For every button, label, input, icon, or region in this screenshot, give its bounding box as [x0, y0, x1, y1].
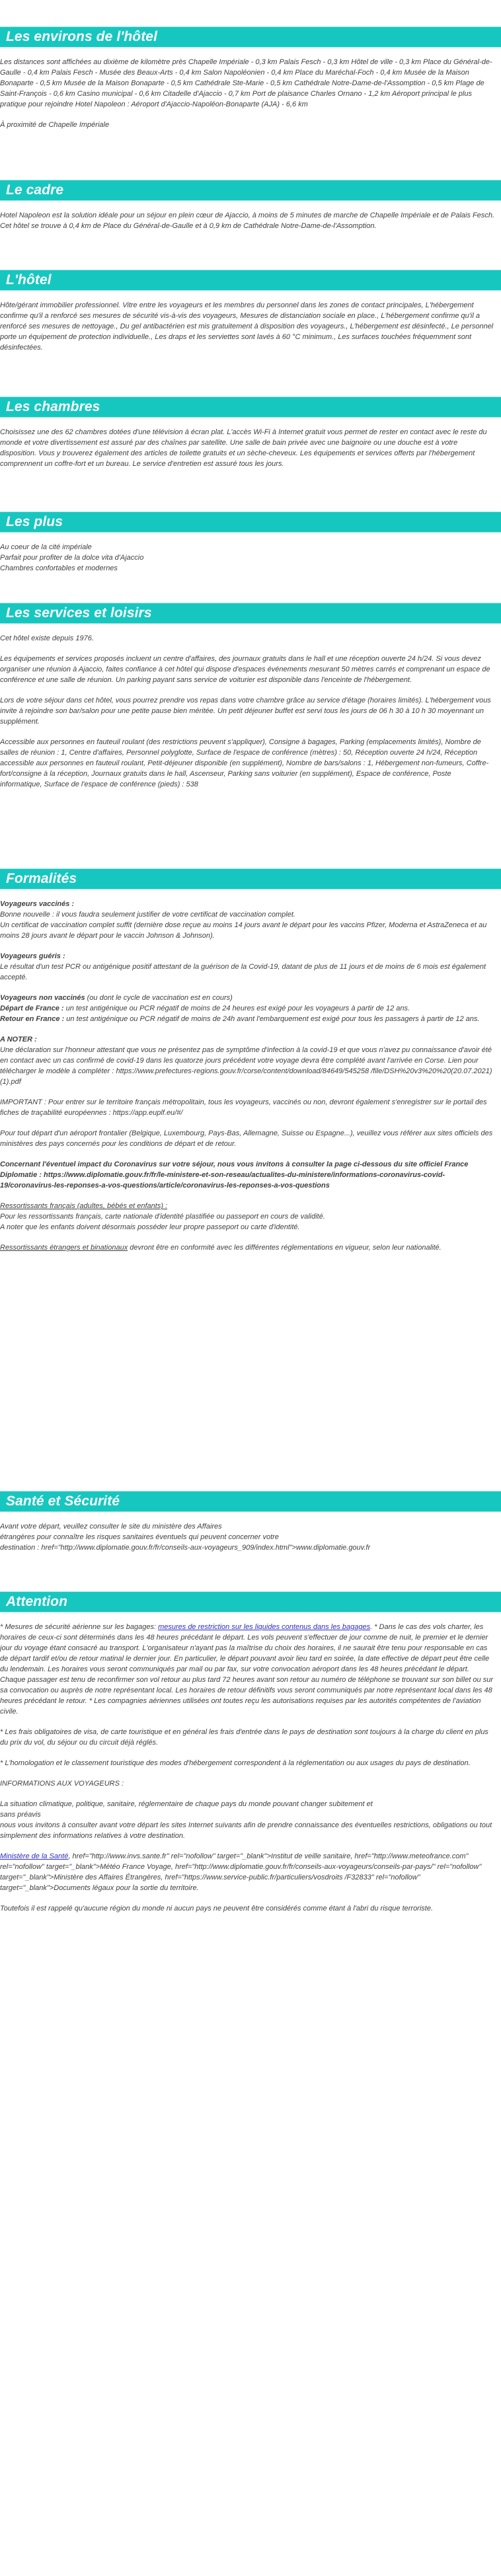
sante-line: étrangères pour connaître les risques sanitaires éventuels qui peuvent concerner votre — [0, 1533, 279, 1541]
formalites-note — [0, 1034, 494, 1087]
section-body-formalites — [0, 890, 501, 1253]
section-cadre — [0, 180, 501, 241]
health-ministry-link[interactable]: Ministère de la Santé — [0, 1852, 69, 1860]
section-title-chambres: Les chambres — [0, 397, 501, 418]
section-attention — [0, 1591, 501, 1924]
unvaccinated-heading: Voyageurs non vaccinés — [0, 994, 85, 1002]
formalites-unvaccinated — [0, 993, 494, 1024]
services-dining: Lors de votre séjour dans cet hôtel, vous pourrez prendre vos repas dans votre chambre grâce au service d'étage (horaires limités). L'hébergement vous invite à rejoindre son bar/salon pour une petite pause bien méritée. Un petit déjeuner buffet est servi tous les jours de 06 h 30 à 10 h 30 moyennant un supplément. — [0, 697, 491, 726]
french-nationals-line-1: Pour les ressortissants français, carte nationale d'identité plastifiée ou passeport en cours de validité. — [0, 1213, 325, 1221]
cadre-text: Hotel Napoleon est la solution idéale pour un séjour en plein cœur de Ajaccio, à moins de 5 minutes de marche de Chapelle Impériale et de Palais Fesch. Cet hôtel se trouve à 0,4 km de Place du Général-de-Gaulle et à 0,9 km de Cathédrale Notre-Dame-de-l'Assomption. — [0, 211, 495, 230]
environs-distances: Les distances sont affichées au dixième de kilomètre près Chapelle Impériale - 0,3 km Palais Fesch - 0,3 km Hôtel de ville - 0,3 km Place du Général-de-Gaulle - 0,4 km Palais Fesch - Musée des Beaux-Arts - 0,4 km Salon Napoléonien - 0,4 km Place du Maréchal-Foch - 0,4 km Musée de la Maison Bonaparte - 0,5 km Musée de la Maison Bonaparte - 0,5 km Cathédrale Ste-Marie - 0,5 km Cathédrale Notre-Dame-de-l'Assomption - 0,5 km Plage de Saint-François - 0,6 km Casino municipal - 0,6 km Citadelle d'Ajaccio - 0,7 km Port de plaisance Charles Ornano - 1,2 km Aéroport principal le plus pratique pour rejoindre Hotel Napoleon : Aéroport d'Ajaccio-Napoléon-Bonaparte (AJA) - 6,6 km — [0, 58, 492, 108]
section-body-services — [0, 624, 501, 790]
departure-text: un test antigénique ou PCR négatif de moins de 24 heures est exigé pour les voyageurs à partir de 12 ans. — [63, 1004, 410, 1012]
section-environs — [0, 26, 501, 140]
formalites-important: IMPORTANT : Pour entrer sur le territoire français métropolitain, tous les voyageurs, vaccinés ou non, devront également s'enregistrer sur le portail des fiches de traçabilité européennes : https://app.euplf.eu/#/ — [0, 1098, 487, 1117]
section-services — [0, 603, 501, 800]
sante-line: destination : href="http://www.diplomatie.gouv.fr/fr/conseils-aux-voyageurs_909/index.html">www.diplomatie.gouv.fr — [0, 1544, 371, 1552]
plus-item: Chambres confortables et modernes — [0, 564, 118, 572]
plus-item: Parfait pour profiter de la dolce vita d'Ajaccio — [0, 554, 144, 562]
situation-line-1: La situation climatique, politique, sanitaire, réglementaire de chaque pays du monde pouvant changer subitement et — [0, 1800, 373, 1808]
attention-links-text: , href="http://www.invs.sante.fr" rel="nofollow" target="_blank">Institut de veille sanitaire, href="http://www.meteofrance.com" rel="nofollow" target="_blank">Météo France Voyage, href="http://www.diplomatie.gouv.fr/fr/conseils-aux-voyageurs/conseils-par-pays/" rel="nofollow" target="_blank">Ministère des Affaires Étrangères, href="https://www.service-public.fr/particuliers/vosdroits /F32833" rel="nofollow" target="_blank">Documents légaux pour la sortie du territoire. — [0, 1852, 482, 1892]
section-body-environs — [0, 48, 501, 130]
services-business: Les équipements et services proposés incluent un centre d'affaires, des journaux gratuits dans le hall et une réception ouverte 24 h/24. Si vous devez organiser une réunion à Ajaccio, faites confiance à cet hôtel qui dispose d'espaces événements mesurant 50 mètres carrés et comprenant un espace de conférence et une salle de réunion. Un parking payant sans service de voiturier est disponible dans l'enceinte de l'hébergement. — [0, 655, 490, 684]
vaccinated-line-1: Bonne nouvelle : il vous faudra seulement justifier de votre certificat de vaccination complet. — [0, 911, 295, 919]
chambres-text: Choisissez une des 62 chambres dotées d'une télévision à écran plat. L'accès Wi-Fi à Internet gratuit vous permet de rester en contact avec le reste du monde et votre divertissement est assuré par des chaînes par satellite. Une salle de bain privée avec une baignoire ou une douche est à votre disposition. Vous y trouverez également des articles de toilette gratuits et un sèche-cheveux. Les équipements et services offerts par l'hébergement comprennent un coffre-fort et un bureau. Le service d'entretien est assuré tous les jours. — [0, 428, 487, 468]
hotel-text: Hôte/gérant immobilier professionnel. Vitre entre les voyageurs et les membres du personnel dans les zones de contact principales, L'hébergement confirme qu'il a renforcé ses mesures de sécurité vis-à-vis des voyageurs, Mesures de distanciation sociale en place., L'hébergement confirme qu'il a renforcé ses mesures de nettoyage., Du gel antibactérien est mis gratuitement à disposition des voyageurs., L'hébergement est désinfecté., Le personnel porte un équipement de protection individuelle., Les draps et les serviettes sont lavés à 60 °C minimum., Les surfaces touchées fréquemment sont désinfectées. — [0, 301, 494, 352]
recovered-heading: Voyageurs guéris : — [0, 952, 65, 960]
services-amenities: Accessible aux personnes en fauteuil roulant (des restrictions peuvent s'appliquer), Consigne à bagages, Parking (emplacements limités), Nombre de salles de réunion : 1, Centre d'affaires, Personnel polyglotte, Surface de l'espace de conférence (mètres) : 50, Réception ouverte 24 h/24, Réception accessible aux personnes en fauteuil roulant, Petit-déjeuner disponible (en supplément), Nombre de bars/salons : 1, Hébergement non-fumeurs, Coffre-fort/consigne à la réception, Journaux gratuits dans le hall, Ascenseur, Parking sans voiturier (en supplément), Espace de conférence, Poste informatique, Surface de l'espace de conférence (pieds) : 538 — [0, 738, 489, 788]
attention-terrorism: Toutefois il est rappelé qu'aucune région du monde ni aucun pays ne peuvent être considérés comme étant à l'abri du risque terroriste. — [0, 1905, 434, 1913]
section-body-hotel — [0, 291, 501, 353]
note-heading: A NOTER : — [0, 1036, 37, 1043]
section-body-attention — [0, 1612, 501, 1914]
section-title-sante: Santé et Sécurité — [0, 1491, 501, 1512]
plus-item: Au coeur de la cité impériale — [0, 543, 92, 551]
sante-line: Avant votre départ, veuillez consulter le site du ministère des Affaires — [0, 1523, 222, 1531]
section-title-hotel: L'hôtel — [0, 270, 501, 291]
return-text: un test antigénique ou PCR négatif de moins de 24h avant l'embarquement est exigé pour tous les passagers à partir de 12 ans. — [64, 1015, 480, 1023]
french-nationals-heading: Ressortissants français (adultes, bébés et enfants) : — [0, 1202, 168, 1210]
note-text: Une déclaration sur l'honneur attestant que vous ne présentez pas de symptôme d'infection à la covid-19 et que vous n'avez pu connaissance d'avoir été en contact avec un cas confirmé de covid-19 dans les quatorze jours précédent votre voyage devra être complété avant l'arrivée en Corse. Lien pour télécharger le modèle à compléter : https://www.prefectures-regions.gouv.fr/corse/content/download/84649/545258 /file/DSH%20v3%20%20(20.07.2021)(1).pdf — [0, 1046, 492, 1086]
attention-links — [0, 1851, 494, 1893]
section-body-plus — [0, 533, 501, 574]
departure-label: Départ de France : — [0, 1004, 64, 1012]
section-chambres — [0, 397, 501, 479]
attention-flights — [0, 1622, 494, 1717]
attention-visa-fees: * Les frais obligatoires de visa, de carte touristique et en général les frais d'entrée dans le pays de destination sont toujours à la charge du client en plus du prix du vol, du séjour ou du circuit déjà réglés. — [0, 1728, 488, 1747]
section-body-sante — [0, 1512, 501, 1553]
formalites-foreign-nationals — [0, 1242, 494, 1253]
attention-situation — [0, 1799, 494, 1841]
section-body-cadre — [0, 201, 501, 231]
section-title-plus: Les plus — [0, 511, 501, 533]
formalites-coronavirus: Concernant l'éventuel impact du Coronavirus sur votre séjour, nous vous invitons à consulter la page ci-dessous du site officiel France Diplomatie : https://www.diplomatie.gouv.fr/fr/le-ministere-et-son-reseau/actualites-du-ministere/informations-coronavirus-covid-19/coronavirus-les-reponses-a-vos-questions/article/coronavirus-les-reponses-a-vos-questions — [0, 1160, 469, 1190]
section-plus — [0, 511, 501, 574]
situation-line-2: sans préavis — [0, 1811, 41, 1819]
french-nationals-line-2: A noter que les enfants doivent désormais posséder leur propre passeport ou carte d'identité. — [0, 1223, 300, 1231]
section-title-formalites: Formalités — [0, 868, 501, 890]
unvaccinated-heading-note: (ou dont le cycle de vaccination est en cours) — [85, 994, 233, 1002]
environs-proximity: À proximité de Chapelle Impériale — [0, 121, 110, 129]
foreign-nationals-text: devront être en conformité avec les différentes réglementations en vigueur, selon leur nationalité. — [128, 1244, 442, 1252]
vaccinated-heading: Voyageurs vaccinés : — [0, 900, 75, 908]
formalites-frontier: Pour tout départ d'un aéroport frontalier (Belgique, Luxembourg, Pays-Bas, Allemagne, Suisse ou Espagne...), veuillez vous référer aux sites officiels des ministères des pays concernés pour les conditions de départ et de retour. — [0, 1129, 493, 1148]
situation-line-3: nous vous invitons à consulter avant votre départ les sites Internet suivants afin de prendre connaissance des éventuelles restrictions, obligations ou tout simplement des informations relatives à votre destination. — [0, 1821, 492, 1840]
formalites-french-nationals — [0, 1201, 494, 1232]
section-formalites — [0, 868, 501, 1263]
section-body-chambres — [0, 418, 501, 469]
section-hotel — [0, 270, 501, 363]
section-sante — [0, 1491, 501, 1553]
recovered-text: Le résultat d'un test PCR ou antigénique positif attestant de la guérison de la Covid-19, datant de plus de 11 jours et de moins de 6 mois est également accepté. — [0, 963, 486, 981]
foreign-nationals-heading: Ressortissants étrangers et binationaux — [0, 1244, 128, 1252]
attention-flights-text: . * Dans le cas des vols charter, les horaires de ceux-ci sont déterminés dans les 48 heures précédant le départ. Les vols peuvent s'effectuer de jour comme de nuit, le premier et le dernier jour du voyage étant consacré au transport. L'organisateur n'ayant pas la maîtrise du choix des horaires, il ne saurait être tenu pour responsable en cas de départ tardif et/ou de retour matinal le dernier jour. En particulier, le départ pouvant avoir lieu tard en soirée, la date effective de départ peut être celle du lendemain. Les horaires vous seront communiqués par mail ou par fax, sur votre convocation aéroport dans les 48 heures précédant le départ. Chaque passager est tenu de reconfirmer son vol retour au plus tard 72 heures avant son retour au numéro de téléphone se trouvant sur son billet ou sur sa convocation ou auprès de notre représentant local. Les horaires de retour définitifs vous seront communiqués par notre représentant local dans les 48 heures précédant le retour. * Les compagnies aériennes utilisées ont toutes reçu les autorisations requises par les autorités compétentes de l'aviation civile. — [0, 1623, 494, 1716]
vaccinated-line-2: Un certificat de vaccination complet suffit (dernière dose reçue au moins 14 jours avant le départ pour les vaccins Pfizer, Moderna et AstraZeneca et au moins 28 jours avant le départ pour le vaccin Johnson & Johnson). — [0, 921, 487, 940]
attention-infos-heading: INFORMATIONS AUX VOYAGEURS : — [0, 1780, 124, 1788]
services-since: Cet hôtel existe depuis 1976. — [0, 634, 94, 642]
formalites-vaccinated — [0, 899, 494, 941]
attention-baggage-prefix: * Mesures de sécurité aérienne sur les bagages: — [0, 1623, 159, 1631]
section-title-services: Les services et loisirs — [0, 603, 501, 624]
section-title-cadre: Le cadre — [0, 180, 501, 201]
attention-classification: * L'homologation et le classement touristique des modes d'hébergement correspondent à la réglementation ou aux usages du pays de destination. — [0, 1759, 471, 1767]
section-title-attention: Attention — [0, 1591, 501, 1612]
section-title-environs: Les environs de l'hôtel — [0, 26, 501, 48]
formalites-recovered — [0, 951, 494, 983]
return-label: Retour en France : — [0, 1015, 65, 1023]
liquids-restriction-link[interactable]: mesures de restriction sur les liquides contenus dans les bagages — [158, 1623, 371, 1631]
